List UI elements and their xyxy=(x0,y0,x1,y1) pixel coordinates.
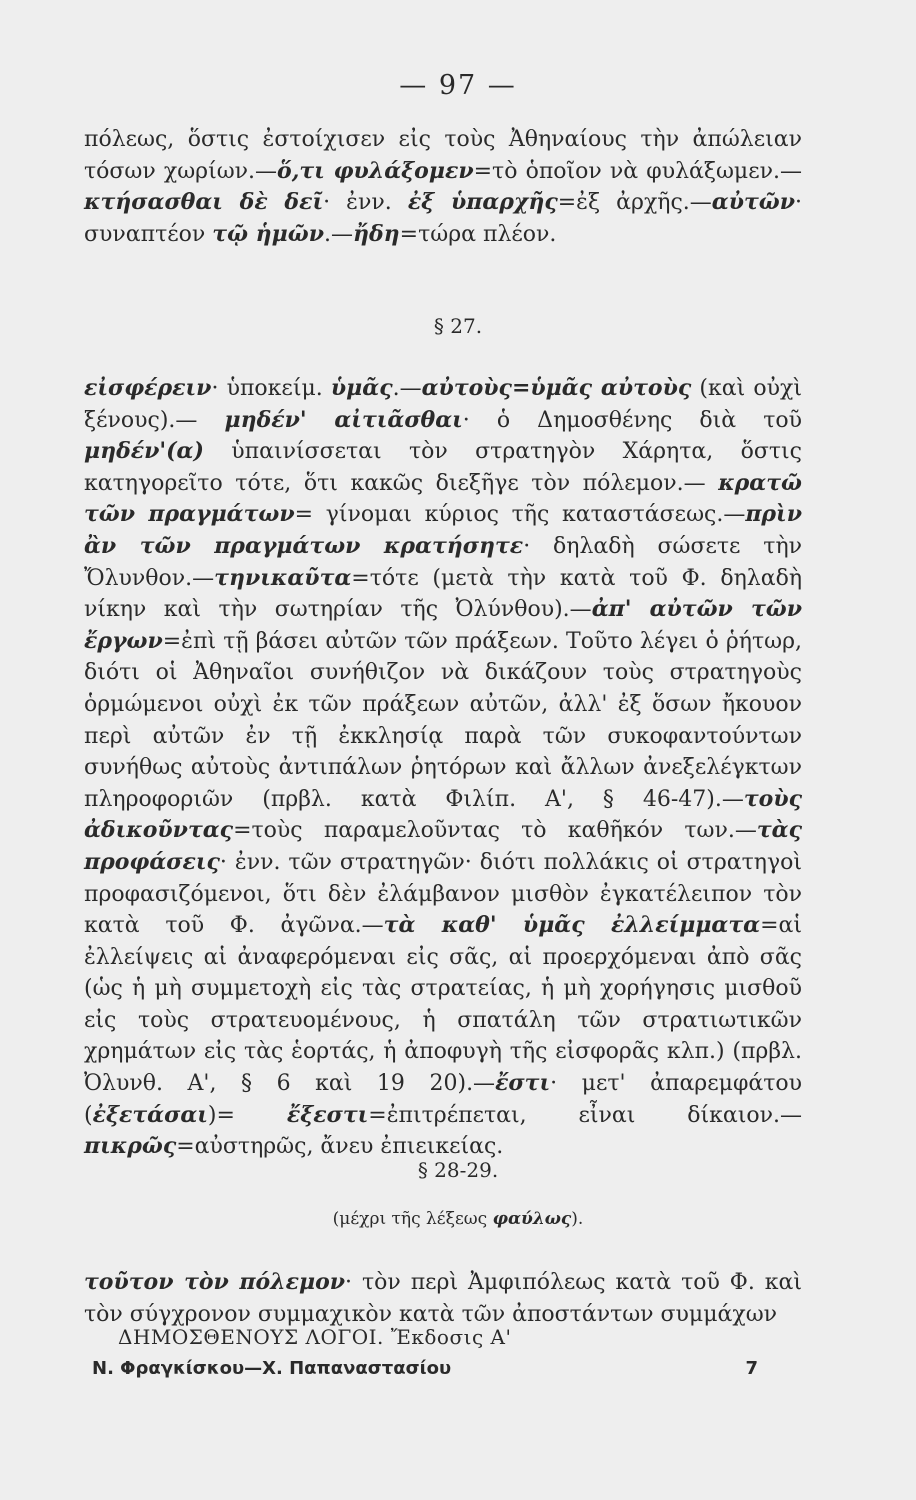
lemma-term: τηνικαῦτα xyxy=(214,564,352,591)
page-number: — 97 — xyxy=(399,70,517,101)
lemma-term: ἔξεστι xyxy=(286,1101,369,1128)
lemma-term: ἐξετάσαι xyxy=(92,1101,208,1128)
text-run: =τότε (μετὰ τὴν κατὰ τοῦ Φ. δηλαδὴ νίκην καὶ τὴν σωτηρίαν τῆς Ὀλύνθου).— xyxy=(84,565,802,623)
text-run: · συναπτέον xyxy=(84,190,803,247)
text-run: =ἐπιτρέπεται, εἶναι δίκαιον.— xyxy=(368,1102,802,1128)
text-run: · μετ' ἀπαρεμφάτου ( xyxy=(84,1071,802,1128)
lemma-term: ἔστι xyxy=(495,1070,551,1097)
text-run: =ἐπὶ τῇ βάσει αὐτῶν τῶν πράξεων. Τοῦτο λέγει ὁ ῥήτωρ, διότι οἱ Ἀθηναῖοι συνήθιζον νὰ δικάζουν τοὺς στρατηγοὺς ὁρμώμενοι οὐχὶ ἐκ τῶν πράξεων αὐτῶν, ἀλλ' ἐξ ὅσων ἤκουον περὶ αὐτῶν ἐν τῇ ἐκκλησίᾳ παρὰ τῶν συκοφαντούντων συνήθως αὐτοὺς ἀντιπάλων ῥητόρων καὶ ἄλλων ἀνεξελέγκτων πληροφοριῶν (πρβλ. κατὰ Φιλίπ. Α', § 46-47).— xyxy=(84,628,802,812)
lemma-term: ἀπ' αὐτῶν τῶν ἔργων xyxy=(84,596,803,654)
lemma-term: τῷ ἡμῶν xyxy=(212,220,324,247)
section-heading-28-29: § 28-29. xyxy=(417,1158,499,1182)
text-run: πόλεως, ὅστις ἐστοίχισεν εἰς τοὺς Ἀθηναίους τὴν ἀπώλειαν τόσων χωρίων.— xyxy=(84,127,802,184)
text-run: =τοὺς παραμελοῦντας τὸ καθῆκόν των.— xyxy=(233,818,757,844)
lemma-term: τὰ καθ' ὑμᾶς ἐλλείμματα xyxy=(383,912,761,939)
footer-signature: 7 xyxy=(745,1358,758,1379)
text-run: =τὸ ὁποῖον νὰ φυλάξωμεν.— xyxy=(473,158,802,184)
text-run: · δηλαδὴ σώσετε τὴν Ὄλυνθον.— xyxy=(84,533,802,591)
note-prefix: (μέχρι τῆς λέξεως xyxy=(332,1209,493,1229)
text-run: .— xyxy=(323,221,353,247)
lemma-term: ὅ,τι φυλάξομεν xyxy=(277,157,474,184)
text-run: =τώρα πλέον. xyxy=(399,221,557,247)
lemma-term: μηδέν'(α) xyxy=(84,438,204,465)
lemma-term: ἐξ ὑπαρχῆς xyxy=(407,189,558,216)
section-note xyxy=(0,1209,916,1229)
text-run: .— xyxy=(392,376,422,401)
lemma-term: τοῦτον τὸν πόλεμον xyxy=(84,1269,346,1295)
text-run: · ἐνν. xyxy=(323,190,408,216)
text-run: =αἱ ἐλλείψεις αἱ ἀναφερόμεναι εἰς σᾶς, αἱ προερχόμεναι ἀπὸ σᾶς (ὡς ἡ μὴ συμμετοχὴ εἰς τὰς στρατείας, ἡ μὴ χορήγησις μισθοῦ εἰς τοὺς στρατευομένους, ἡ σπατάλη τῶν στρατιωτικῶν χρημάτων εἰς τὰς ἑορτάς, ἡ ἀποφυγὴ τῆς εἰσφορᾶς κλπ.) (πρβλ. Ὀλυνθ. Α', § 6 καὶ 19 20).— xyxy=(84,913,802,1097)
lemma-term: τὰς προφάσεις xyxy=(84,817,802,875)
text-run: = γίνομαι κύριος τῆς καταστάσεως.— xyxy=(294,502,746,528)
footer-line xyxy=(92,1358,758,1379)
text-run: ὑπαινίσσεται τὸν στρατηγὸν Χάρητα, ὅστις κατηγορεῖτο τότε, ὅτι κακῶς διεξῆγε τὸν πόλεμον.— xyxy=(84,439,802,496)
note-suffix: ). xyxy=(571,1209,584,1229)
text-run: )= xyxy=(207,1102,287,1128)
lemma-term: κτήσασθαι δὲ δεῖ xyxy=(84,189,324,216)
lemma-term: κρατῶ τῶν πραγμάτων xyxy=(84,469,802,528)
lemma-term: αὐτῶν xyxy=(711,189,796,216)
paragraph-3 xyxy=(84,1267,802,1330)
footer-title: ΔΗΜΟΣΘΕΝΟΥΣ ΛΟΓΟΙ. Ἔκδοσις Α' xyxy=(118,1325,512,1349)
lemma-term: ὑμᾶς xyxy=(330,375,393,401)
lemma-term: τοὺς ἀδικοῦντας xyxy=(84,785,802,844)
text-run: · ὁ Δημοσθένης διὰ τοῦ xyxy=(462,407,802,433)
text-run: =αὐστηρῶς, ἄνευ ἐπιεικείας. xyxy=(176,1134,504,1160)
lemma-term: πικρῶς xyxy=(84,1133,177,1160)
text-run: (καὶ οὐχὶ ξένους).— xyxy=(84,376,802,433)
paragraph-1 xyxy=(84,124,802,250)
text-run: =ἐξ ἀρχῆς.— xyxy=(557,190,712,216)
text-run: · τὸν περὶ Ἀμφιπόλεως κατὰ τοῦ Φ. καὶ τὸν σύγχρονον συμμαχικὸν κατὰ τῶν ἀποστάντων συμμάχων xyxy=(84,1270,802,1327)
text-run: · ὑποκείμ. xyxy=(211,376,331,401)
lemma-term: μηδέν' αἰτιᾶσθαι xyxy=(224,406,463,433)
lemma-term: πρὶν ἂν τῶν πραγμάτων κρατήσητε xyxy=(84,501,802,559)
paragraph-2 xyxy=(84,373,802,1163)
lemma-term: αὐτοὺς=ὑμᾶς αὐτοὺς xyxy=(421,375,692,401)
footer-authors: Ν. Φραγκίσκου—Χ. Παπαναστασίου xyxy=(92,1358,452,1379)
text-run: · ἐνν. τῶν στρατηγῶν· διότι πολλάκις οἱ στρατηγοὶ προφασιζόμενοι, ὅτι δὲν ἐλάμβανον μισθὸν ἐγκατέλειπον τὸν κατὰ τοῦ Φ. ἀγῶνα.— xyxy=(84,849,802,939)
lemma-term: εἰσφέρειν xyxy=(84,375,212,401)
lemma-term: ἤδη xyxy=(352,220,400,247)
note-word: φαύλως xyxy=(492,1209,572,1229)
section-heading-27: § 27. xyxy=(433,314,483,338)
